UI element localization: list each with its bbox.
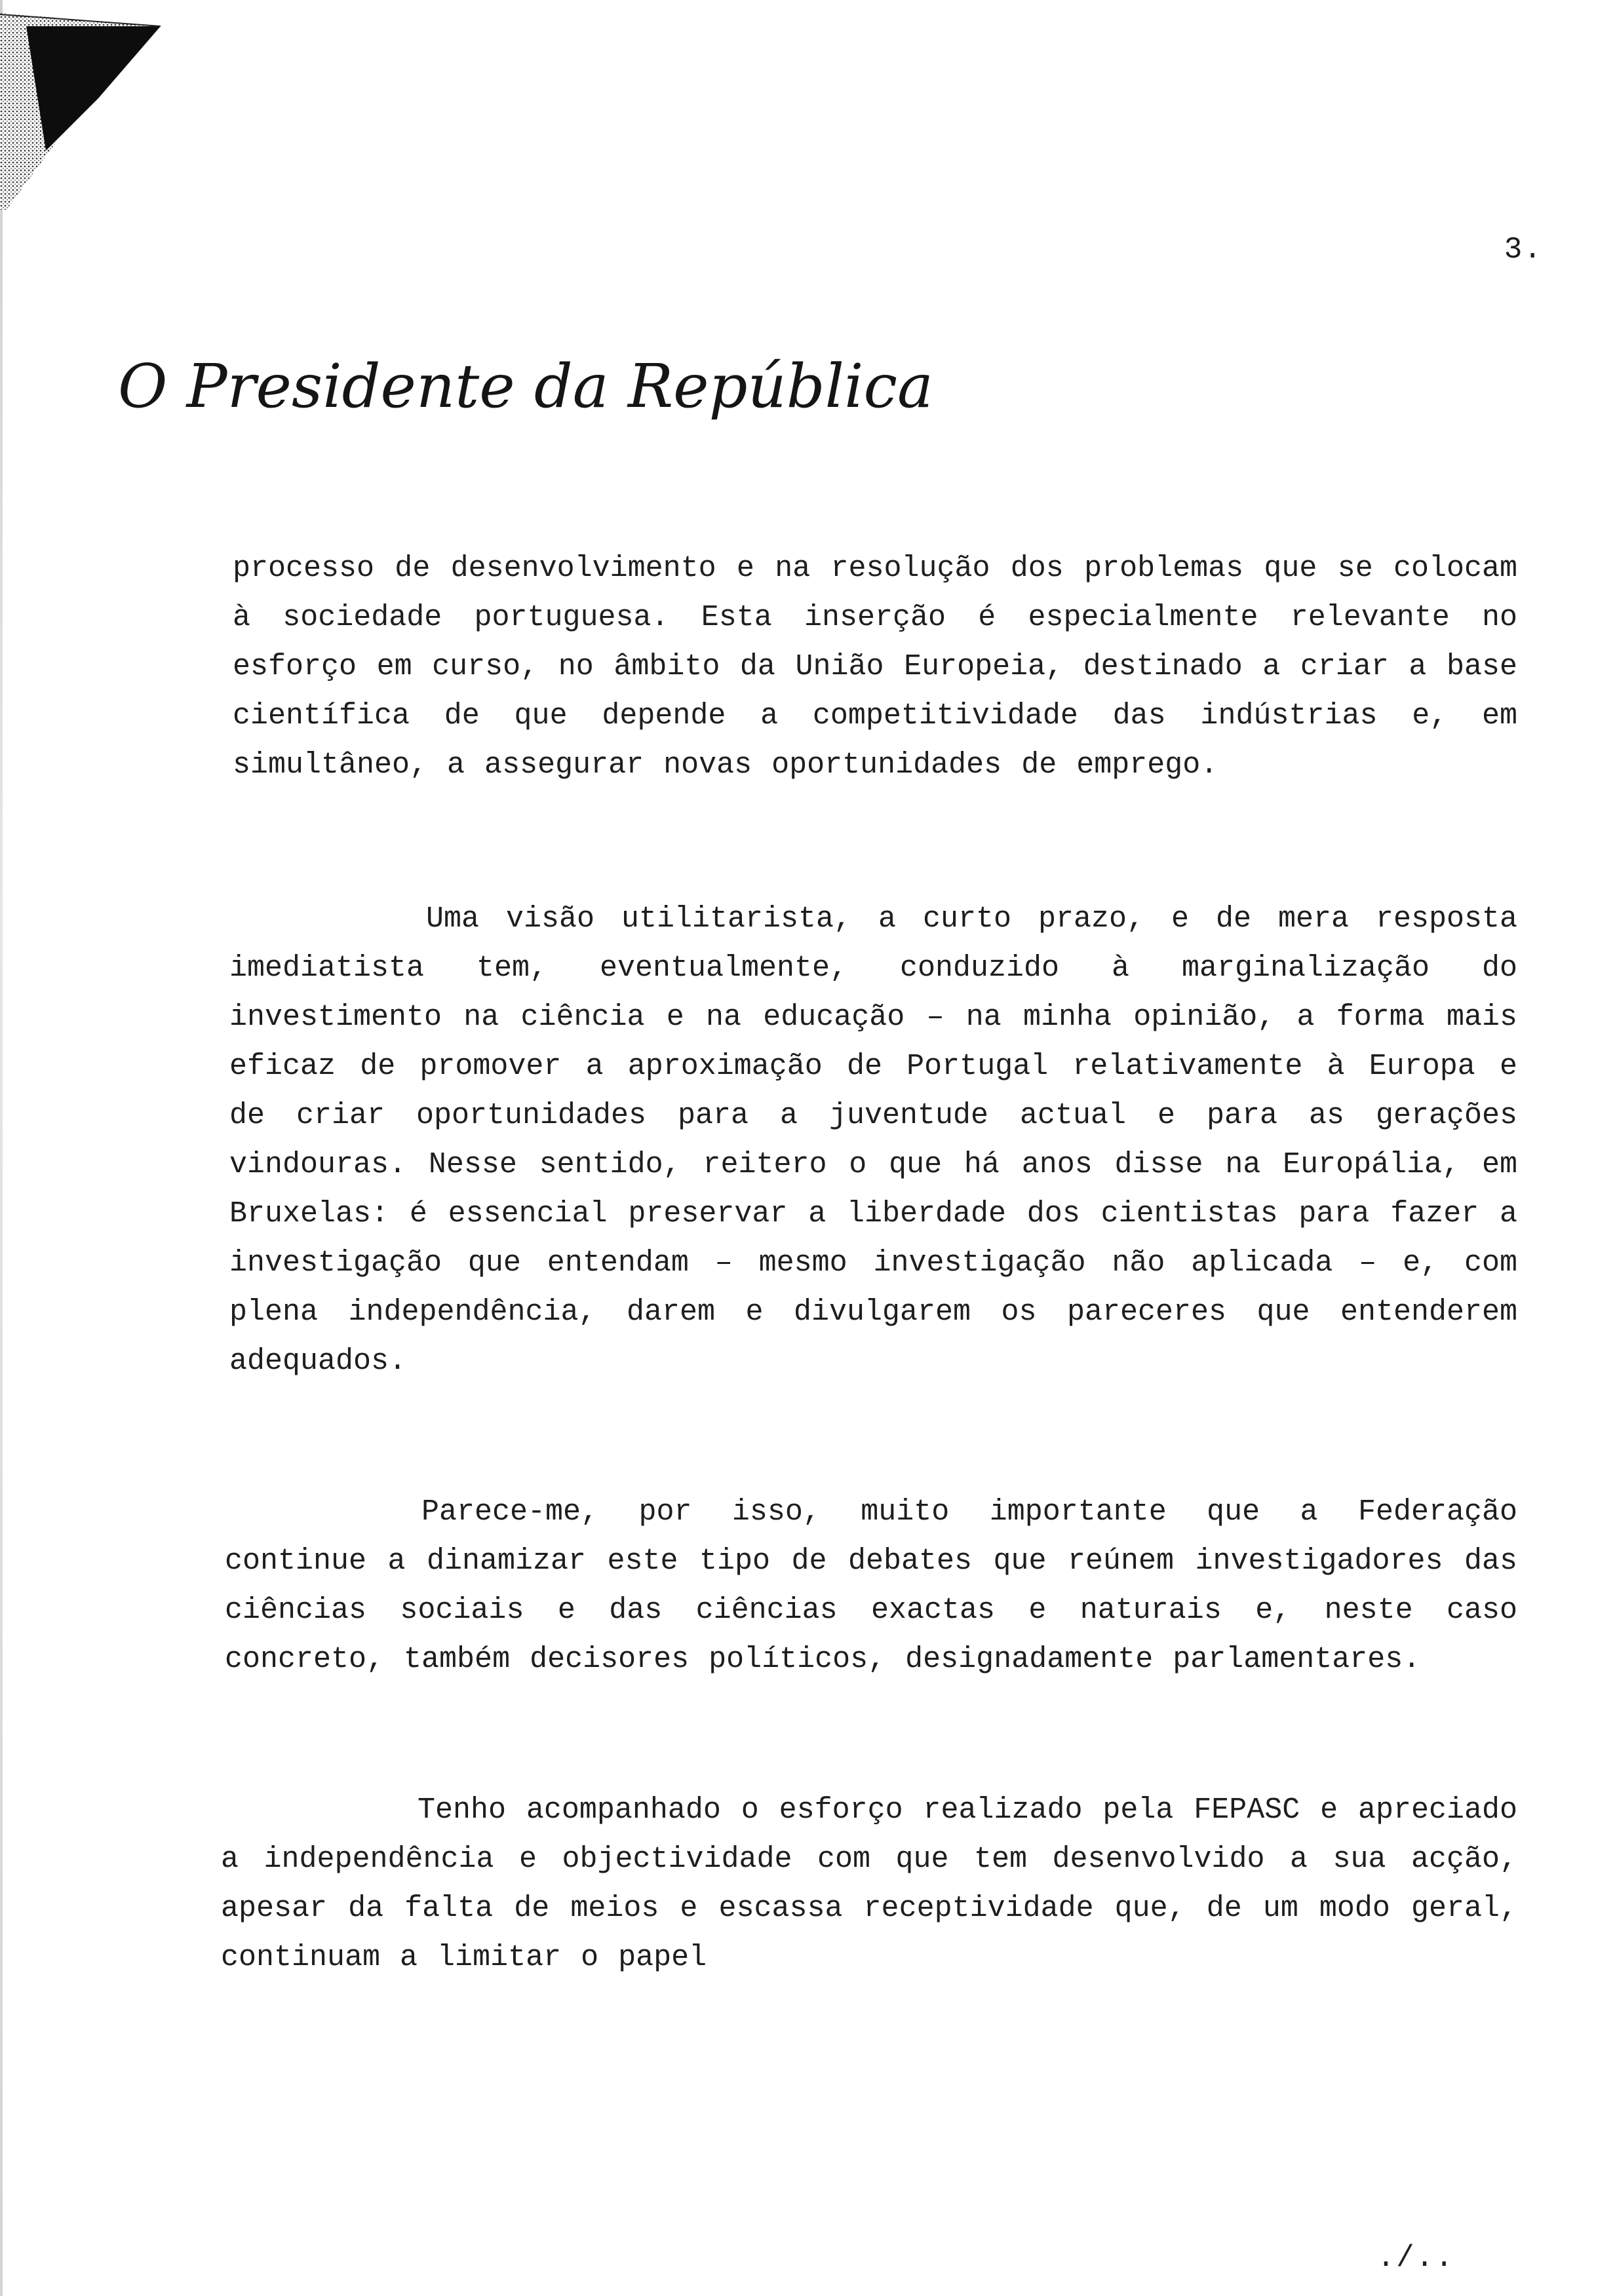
letter-body: [221, 544, 1517, 2084]
paragraph-4: Tenho acompanhado o esforço realizado pela FEPASC e apreciado a independência e objectividade com que tem desenvolvido a sua acção, apesar da falta de meios e escassa receptividade que, de um modo geral, continuam a limitar o papel: [221, 1793, 1517, 1974]
paragraph-3: Parece-me, por isso, muito importante que a Federação continue a dinamizar este tipo de debates que reúnem investigadores das ciências sociais e das ciências exactas e naturais e, neste caso concreto, também decisores políticos, designadamente parlamentares.: [225, 1495, 1517, 1676]
page-number: 3.: [1504, 233, 1543, 267]
paragraph-1: processo de desenvolvimento e na resolução dos problemas que se colocam à sociedade portuguesa. Esta inserção é especialmente relevante no esforço em curso, no âmbito da União Europeia, destinado a criar a base científica de que depende a competitividade das indústrias e, em simultâneo, a assegurar novas oportunidades de emprego.: [233, 552, 1517, 782]
continuation-mark: ./..: [1376, 2241, 1454, 2275]
paragraph-2: Uma visão utilitarista, a curto prazo, e de mera resposta imediatista tem, eventualmente, conduzido à marginalização do investimento na ciência e na educação – na minha opinião, a forma mais eficaz de promover a aproximação de Portugal relativamente à Europa e de criar oportunidades para a juventude actual e para as gerações vindouras. Nesse sentido, reitero o que há anos disse na Europália, em Bruxelas: é essencial preservar a liberdade dos cientistas para fazer a investigação que entendam – mesmo investigação não aplicada – e, com plena independência, darem e divulgarem os pareceres que entenderem adequados.: [229, 902, 1517, 1378]
page-left-edge: [0, 0, 3, 2296]
letterhead-signature: O Presidente da República: [118, 351, 933, 421]
corner-fold-mark: [0, 0, 164, 216]
